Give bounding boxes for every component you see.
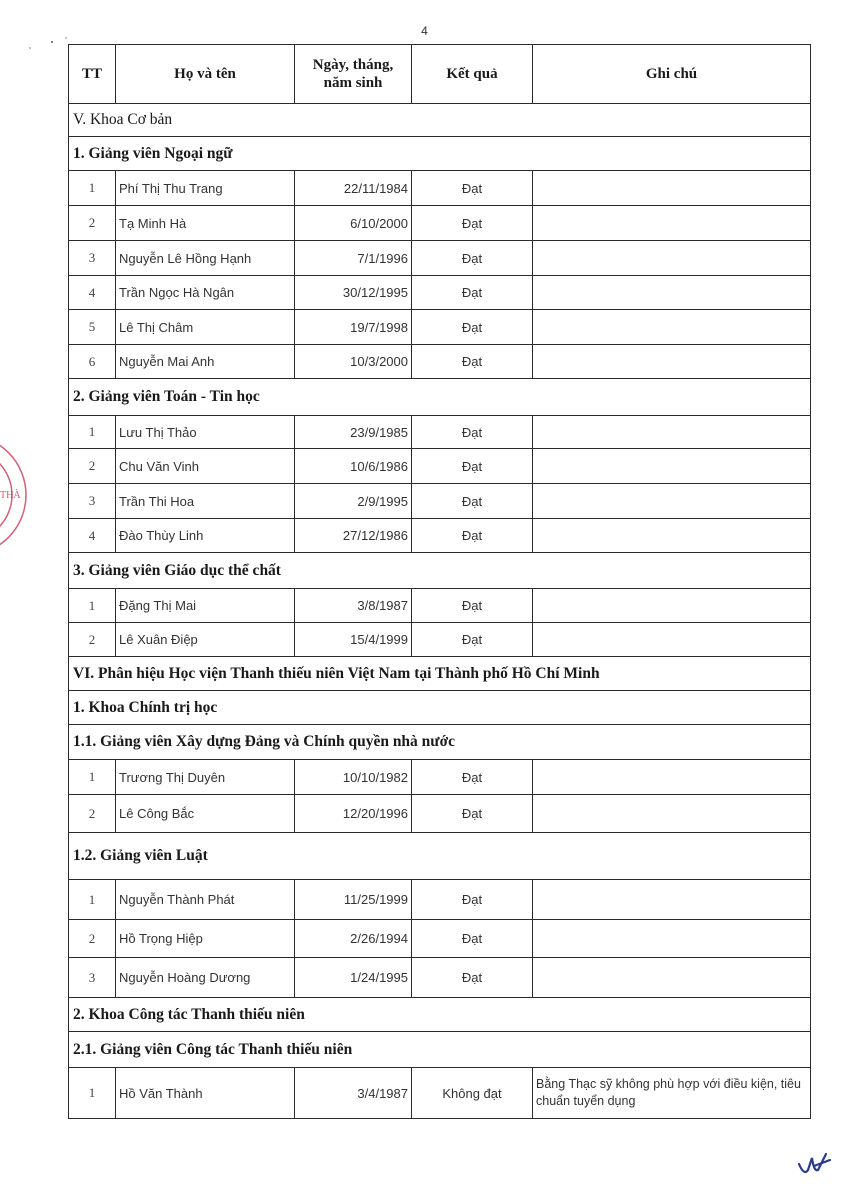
candidate-name: Trương Thị Duyên xyxy=(116,760,295,795)
header-result: Kết quả xyxy=(412,45,533,104)
candidate-results-table xyxy=(68,44,811,1119)
row-number: 6 xyxy=(69,345,116,379)
section-heading: 1. Giảng viên Ngoại ngữ xyxy=(69,137,811,171)
section-heading: VI. Phân hiệu Học viện Thanh thiếu niên Việt Nam tại Thành phố Hồ Chí Minh xyxy=(69,657,811,691)
section-heading: 2.1. Giảng viên Công tác Thanh thiếu niên xyxy=(69,1032,811,1068)
note-cell xyxy=(533,484,811,519)
result-cell: Đạt xyxy=(412,623,533,657)
birth-date: 2/9/1995 xyxy=(295,484,412,519)
row-number: 3 xyxy=(69,958,116,998)
result-cell: Đạt xyxy=(412,171,533,206)
row-number: 1 xyxy=(69,589,116,623)
candidate-name: Lê Thị Châm xyxy=(116,310,295,345)
result-cell: Đạt xyxy=(412,920,533,958)
candidate-name: Trần Thi Hoa xyxy=(116,484,295,519)
section-heading: 2. Khoa Công tác Thanh thiếu niên xyxy=(69,998,811,1032)
note-cell xyxy=(533,276,811,310)
candidate-name: Đào Thùy Linh xyxy=(116,519,295,553)
page-number: 4 xyxy=(421,24,428,38)
table-row xyxy=(69,171,811,206)
header-tt: TT xyxy=(69,45,116,104)
row-number: 4 xyxy=(69,276,116,310)
candidate-name: Lê Xuân Điệp xyxy=(116,623,295,657)
row-number: 2 xyxy=(69,795,116,833)
birth-date: 11/25/1999 xyxy=(295,880,412,920)
note-cell xyxy=(533,206,811,241)
row-number: 1 xyxy=(69,416,116,449)
table-row xyxy=(69,623,811,657)
birth-date: 6/10/2000 xyxy=(295,206,412,241)
table-row xyxy=(69,795,811,833)
note-cell: Bằng Thạc sỹ không phù hợp với điều kiện, tiêu chuẩn tuyển dụng xyxy=(533,1068,811,1119)
candidate-name: Nguyễn Hoàng Dương xyxy=(116,958,295,998)
note-cell xyxy=(533,449,811,484)
birth-date: 3/4/1987 xyxy=(295,1068,412,1119)
result-cell: Đạt xyxy=(412,880,533,920)
section-heading: 1.2. Giảng viên Luật xyxy=(69,833,811,880)
section-heading-row xyxy=(69,833,811,880)
row-number: 2 xyxy=(69,920,116,958)
section-heading-row xyxy=(69,137,811,171)
birth-date: 10/10/1982 xyxy=(295,760,412,795)
result-cell: Đạt xyxy=(412,345,533,379)
section-heading: 1. Khoa Chính trị học xyxy=(69,691,811,725)
note-cell xyxy=(533,880,811,920)
table-row xyxy=(69,241,811,276)
candidate-name: Hồ Văn Thành xyxy=(116,1068,295,1119)
table-row xyxy=(69,310,811,345)
birth-date: 23/9/1985 xyxy=(295,416,412,449)
table-row xyxy=(69,276,811,310)
result-cell: Đạt xyxy=(412,760,533,795)
row-number: 1 xyxy=(69,760,116,795)
birth-date: 27/12/1986 xyxy=(295,519,412,553)
candidate-name: Hồ Trọng Hiệp xyxy=(116,920,295,958)
candidate-name: Đặng Thị Mai xyxy=(116,589,295,623)
candidate-name: Nguyễn Lê Hồng Hạnh xyxy=(116,241,295,276)
table-row xyxy=(69,345,811,379)
candidate-name: Lê Công Bắc xyxy=(116,795,295,833)
note-cell xyxy=(533,589,811,623)
result-cell: Đạt xyxy=(412,276,533,310)
section-heading: 2. Giảng viên Toán - Tin học xyxy=(69,379,811,416)
note-cell xyxy=(533,623,811,657)
birth-date: 2/26/1994 xyxy=(295,920,412,958)
table-row xyxy=(69,760,811,795)
candidate-name: Trần Ngọc Hà Ngân xyxy=(116,276,295,310)
row-number: 2 xyxy=(69,206,116,241)
table-row xyxy=(69,880,811,920)
row-number: 2 xyxy=(69,449,116,484)
result-cell: Đạt xyxy=(412,241,533,276)
section-heading-row xyxy=(69,1032,811,1068)
section-heading: V. Khoa Cơ bản xyxy=(69,104,811,137)
table-row xyxy=(69,484,811,519)
birth-date: 10/3/2000 xyxy=(295,345,412,379)
note-cell xyxy=(533,310,811,345)
row-number: 1 xyxy=(69,1068,116,1119)
birth-date: 15/4/1999 xyxy=(295,623,412,657)
candidate-name: Lưu Thị Thảo xyxy=(116,416,295,449)
note-cell xyxy=(533,760,811,795)
row-number: 3 xyxy=(69,484,116,519)
result-cell: Đạt xyxy=(412,416,533,449)
row-number: 5 xyxy=(69,310,116,345)
table-body xyxy=(69,104,811,1119)
birth-date: 30/12/1995 xyxy=(295,276,412,310)
note-cell xyxy=(533,241,811,276)
candidate-name: Nguyễn Thành Phát xyxy=(116,880,295,920)
table-header-row xyxy=(69,45,811,104)
table-row xyxy=(69,449,811,484)
result-cell: Đạt xyxy=(412,795,533,833)
table-row xyxy=(69,206,811,241)
section-heading-row xyxy=(69,553,811,589)
birth-date: 1/24/1995 xyxy=(295,958,412,998)
section-heading-row xyxy=(69,379,811,416)
section-heading-row xyxy=(69,998,811,1032)
result-cell: Đạt xyxy=(412,206,533,241)
candidate-name: Tạ Minh Hà xyxy=(116,206,295,241)
note-cell xyxy=(533,958,811,998)
row-number: 2 xyxy=(69,623,116,657)
section-heading-row xyxy=(69,691,811,725)
section-heading-row xyxy=(69,657,811,691)
note-cell xyxy=(533,519,811,553)
table-row xyxy=(69,958,811,998)
candidate-name: Nguyễn Mai Anh xyxy=(116,345,295,379)
birth-date: 3/8/1987 xyxy=(295,589,412,623)
row-number: 4 xyxy=(69,519,116,553)
row-number: 1 xyxy=(69,880,116,920)
result-cell: Đạt xyxy=(412,519,533,553)
table-row xyxy=(69,519,811,553)
section-heading-row xyxy=(69,725,811,760)
header-name: Họ và tên xyxy=(116,45,295,104)
candidate-name: Chu Văn Vinh xyxy=(116,449,295,484)
note-cell xyxy=(533,795,811,833)
note-cell xyxy=(533,345,811,379)
section-heading: 1.1. Giảng viên Xây dựng Đảng và Chính quyền nhà nước xyxy=(69,725,811,760)
birth-date: 10/6/1986 xyxy=(295,449,412,484)
result-cell: Đạt xyxy=(412,589,533,623)
row-number: 1 xyxy=(69,171,116,206)
section-heading-row xyxy=(69,104,811,137)
result-cell: Đạt xyxy=(412,958,533,998)
birth-date: 12/20/1996 xyxy=(295,795,412,833)
svg-text:THÀ: THÀ xyxy=(0,490,21,501)
result-cell: Đạt xyxy=(412,484,533,519)
birth-date: 7/1/1996 xyxy=(295,241,412,276)
note-cell xyxy=(533,416,811,449)
signature-mark xyxy=(796,1150,832,1178)
section-heading: 3. Giảng viên Giáo dục thể chất xyxy=(69,553,811,589)
result-cell: Không đạt xyxy=(412,1068,533,1119)
note-cell xyxy=(533,920,811,958)
seal-stamp-fragment xyxy=(0,430,32,560)
candidate-name: Phí Thị Thu Trang xyxy=(116,171,295,206)
table-row xyxy=(69,920,811,958)
header-dob: Ngày, tháng, năm sinh xyxy=(295,45,412,104)
table-row xyxy=(69,416,811,449)
note-cell xyxy=(533,171,811,206)
result-cell: Đạt xyxy=(412,310,533,345)
birth-date: 19/7/1998 xyxy=(295,310,412,345)
header-note: Ghi chú xyxy=(533,45,811,104)
table-row xyxy=(69,1068,811,1119)
table-row xyxy=(69,589,811,623)
row-number: 3 xyxy=(69,241,116,276)
result-cell: Đạt xyxy=(412,449,533,484)
birth-date: 22/11/1984 xyxy=(295,171,412,206)
